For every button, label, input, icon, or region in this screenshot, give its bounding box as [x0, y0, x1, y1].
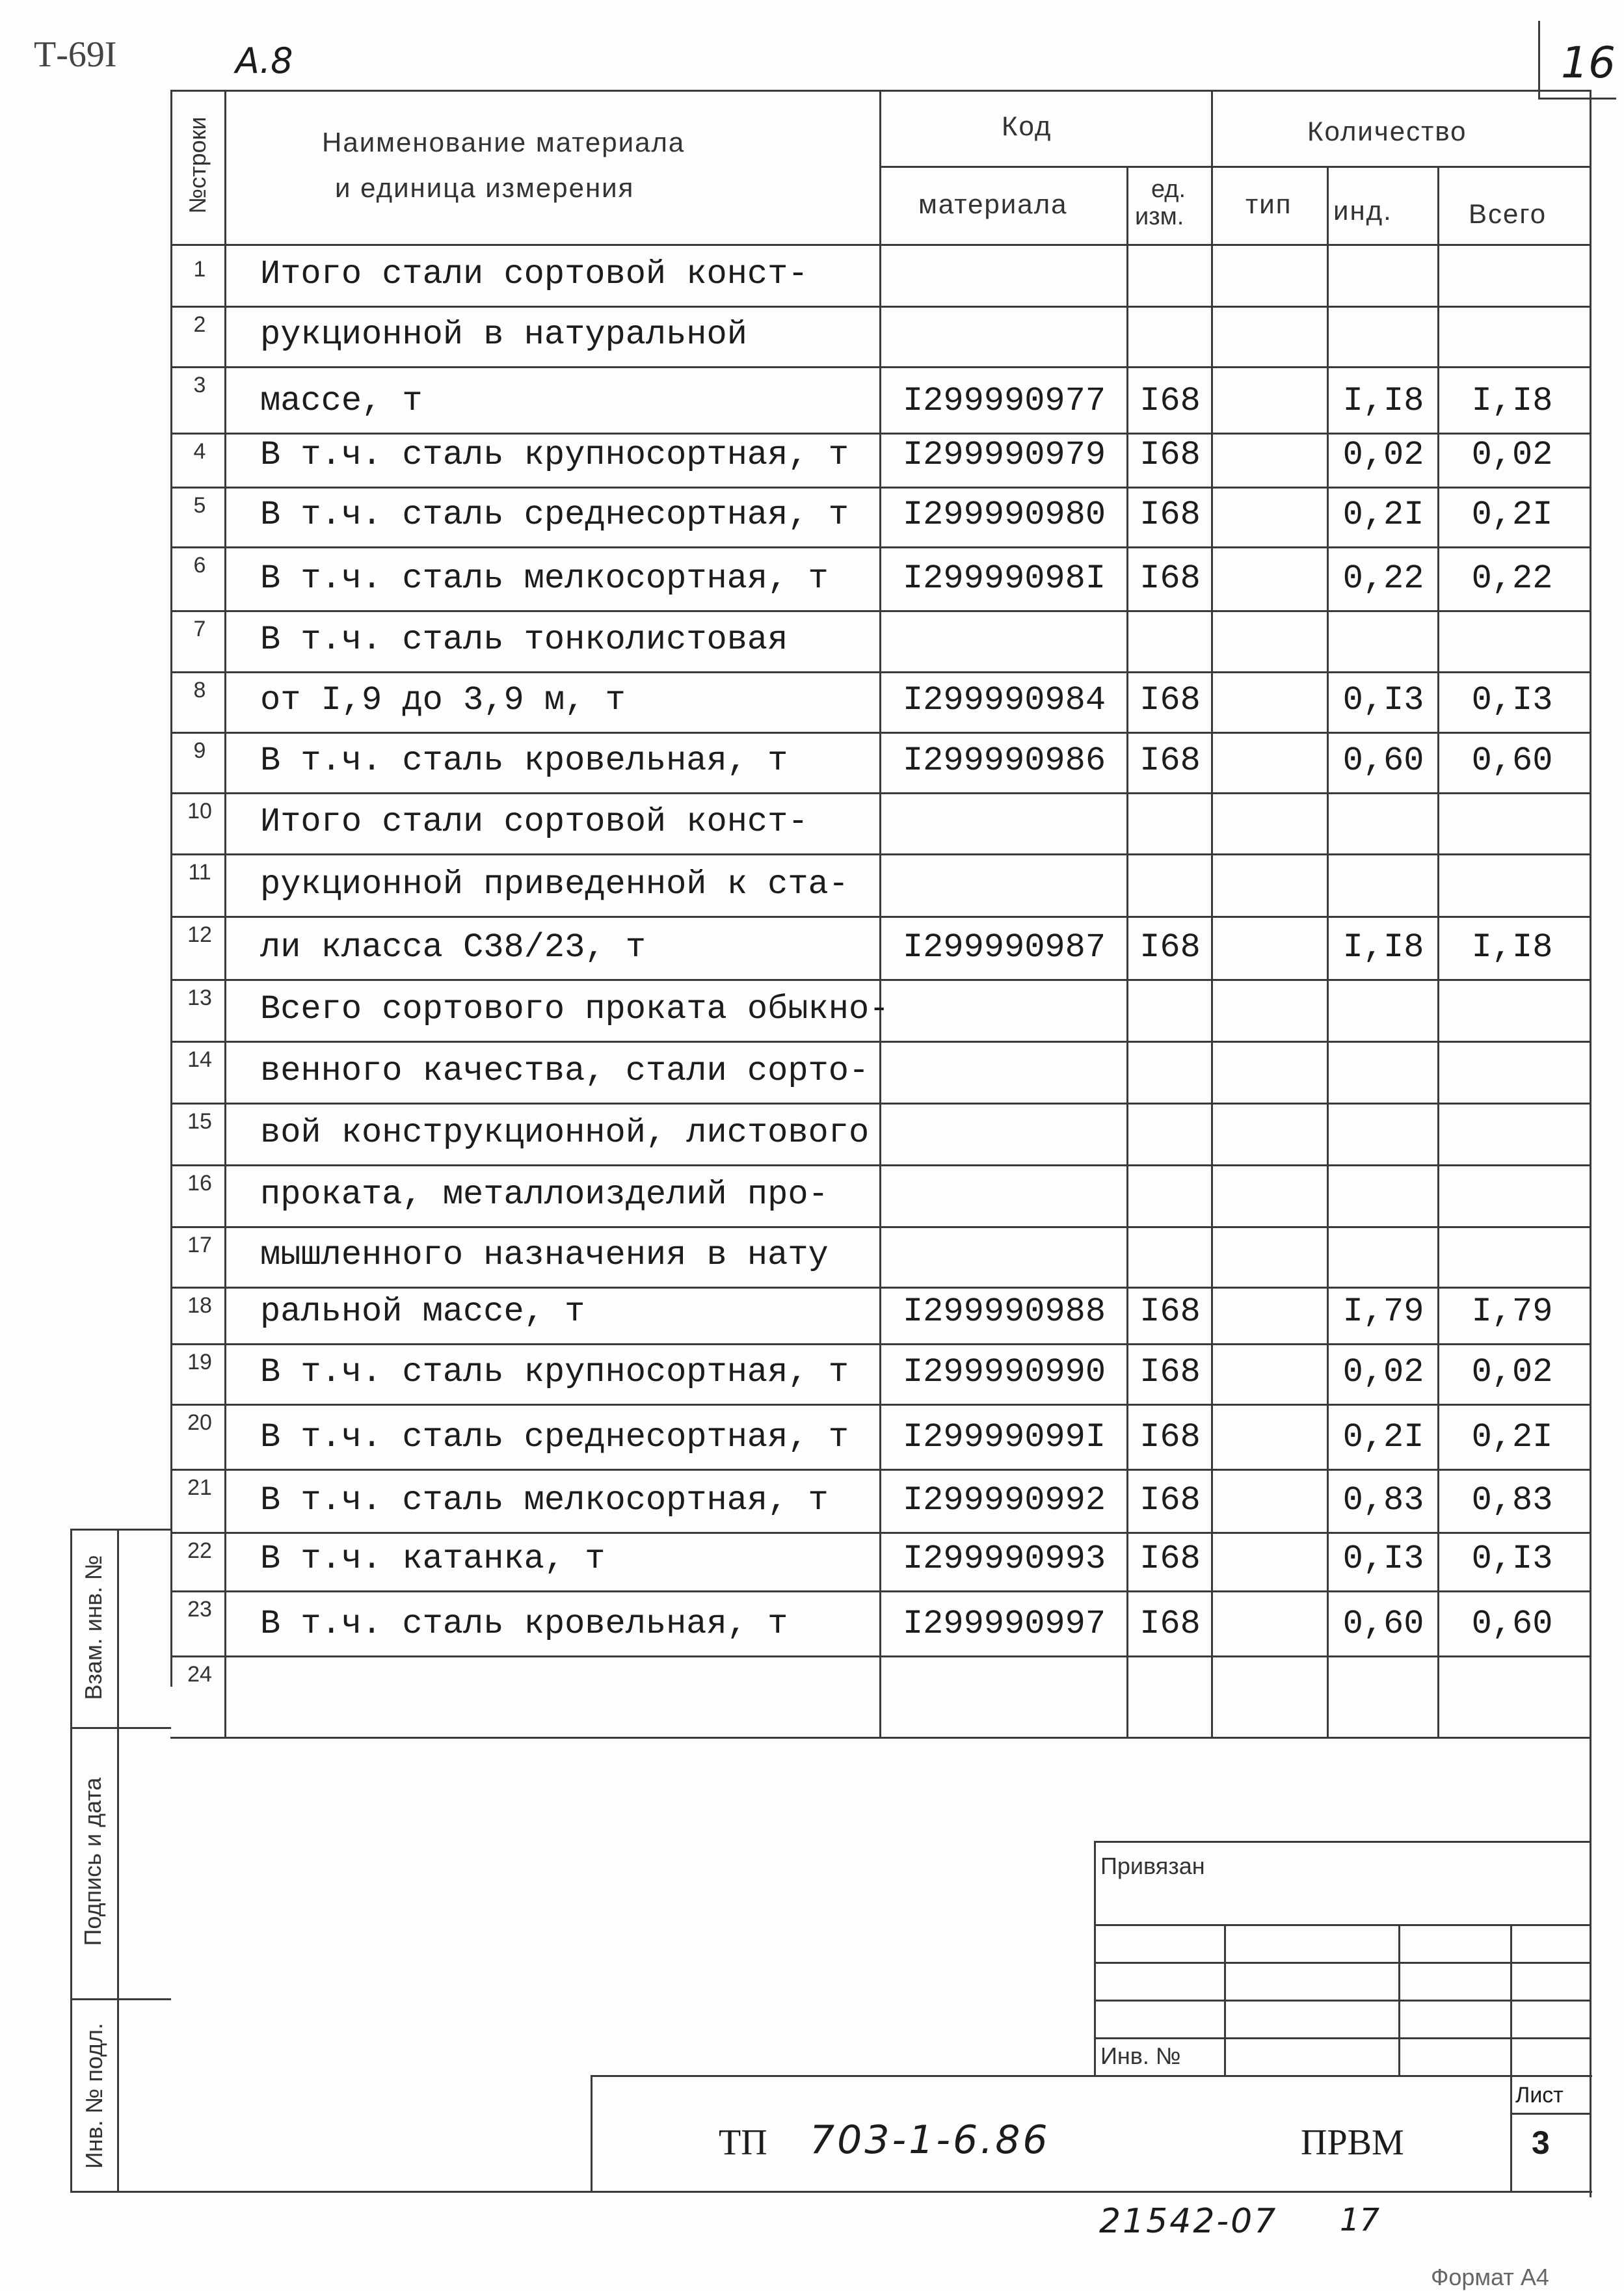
row-unit: I68 — [1139, 1605, 1201, 1643]
header-bottom — [170, 244, 1591, 246]
row-name: Итого стали сортовой конст- — [260, 255, 808, 293]
row-name: ли класса С38/23, т — [260, 928, 646, 967]
row-number: 20 — [187, 1410, 212, 1435]
row-name: В т.ч. сталь среднесортная, т — [260, 1418, 849, 1456]
row-number: 9 — [193, 738, 206, 763]
row-code: I299990986 — [902, 742, 1106, 780]
row-number: 7 — [193, 617, 206, 641]
header-material: материала — [918, 189, 1068, 219]
row-number: 17 — [187, 1233, 212, 1257]
header-subdivider — [879, 166, 1591, 168]
row-separator — [170, 1404, 1591, 1406]
row-ind: I,79 — [1342, 1293, 1424, 1331]
row-name: от I,9 до 3,9 м, т — [260, 681, 626, 719]
row-ind: 0,60 — [1342, 1605, 1424, 1643]
row-code: I29999099I — [902, 1418, 1106, 1456]
footer-doc-number: 21542-07 — [1099, 2202, 1278, 2241]
side-stamp-border-left — [70, 1529, 72, 2192]
header-type: тип — [1245, 189, 1292, 219]
header-name-line1: Наименование материала — [322, 127, 686, 157]
side-stamp-top — [70, 1529, 171, 1531]
row-name: В т.ч. сталь крупносортная, т — [260, 1353, 849, 1391]
row-unit: I68 — [1139, 1418, 1201, 1456]
row-number: 24 — [187, 1662, 212, 1687]
header-ind: инд. — [1333, 195, 1392, 226]
row-separator — [170, 366, 1591, 368]
row-total: 0,60 — [1471, 742, 1553, 780]
row-separator — [170, 979, 1591, 981]
row-ind: I,I8 — [1342, 382, 1424, 420]
side-stamp-vzam: Взам. инв. № — [80, 1555, 107, 1700]
header-name-line2: и единица измерения — [335, 172, 635, 203]
sheet-number: 3 — [1532, 2124, 1550, 2161]
row-total: 0,I3 — [1471, 681, 1553, 719]
row-name: рукционной в натуральной — [260, 315, 747, 354]
row-separator — [170, 433, 1591, 435]
row-unit: I68 — [1139, 928, 1201, 967]
row-code: I299990997 — [902, 1605, 1106, 1643]
sheet-reference: А.8 — [235, 40, 293, 81]
row-unit: I68 — [1139, 1481, 1201, 1520]
row-number: 10 — [187, 799, 212, 824]
row-separator — [170, 546, 1591, 548]
header-row-number: №строки — [184, 116, 211, 214]
row-code: I299990984 — [902, 681, 1106, 719]
row-name: В т.ч. сталь кровельная, т — [260, 742, 788, 780]
row-total: 0,83 — [1471, 1481, 1553, 1520]
row-ind: 0,60 — [1342, 742, 1424, 780]
row-unit: I68 — [1139, 496, 1201, 534]
row-ind: 0,22 — [1342, 559, 1424, 598]
row-number: 21 — [187, 1475, 212, 1500]
table-border-top — [170, 90, 1591, 92]
row-name: В т.ч. сталь мелкосортная, т — [260, 559, 829, 598]
row-total: 0,60 — [1471, 1605, 1553, 1643]
row-name: проката, металлоизделий про- — [260, 1175, 829, 1214]
row-name: вой конструкционной, листового — [260, 1114, 870, 1152]
row-total: 0,22 — [1471, 559, 1553, 598]
row-separator — [170, 1655, 1591, 1657]
row-number: 1 — [193, 257, 206, 282]
row-number: 3 — [193, 373, 206, 397]
binding-stamp-line-2 — [1094, 1962, 1590, 1964]
table-border-right — [1590, 90, 1591, 2197]
row-number: 13 — [187, 985, 212, 1010]
row-total: 0,I3 — [1471, 1540, 1553, 1578]
row-code: I29999098I — [902, 559, 1106, 598]
row-number: 16 — [187, 1171, 212, 1196]
row-separator — [170, 1103, 1591, 1105]
row-ind: I,I8 — [1342, 928, 1424, 967]
row-total: 0,02 — [1471, 436, 1553, 474]
row-unit: I68 — [1139, 1293, 1201, 1331]
header-total: Всего — [1469, 198, 1547, 229]
row-name: В т.ч. сталь тонколистовая — [260, 621, 788, 659]
row-unit: I68 — [1139, 1540, 1201, 1578]
row-separator — [170, 487, 1591, 489]
row-unit: I68 — [1139, 742, 1201, 780]
row-separator — [170, 1532, 1591, 1534]
side-stamp-podpis: Подпись и дата — [79, 1777, 106, 1946]
row-separator — [170, 1343, 1591, 1345]
row-code: I299990977 — [902, 382, 1106, 420]
row-code: I299990992 — [902, 1481, 1106, 1520]
row-total: 0,2I — [1471, 1418, 1553, 1456]
row-unit: I68 — [1139, 559, 1201, 598]
row-code: I299990987 — [902, 928, 1106, 967]
row-ind: 0,I3 — [1342, 1540, 1424, 1578]
row-separator — [170, 671, 1591, 673]
row-ind: 0,2I — [1342, 496, 1424, 534]
row-name: рукционной приведенной к ста- — [260, 865, 849, 904]
row-separator — [170, 916, 1591, 918]
row-number: 8 — [193, 678, 206, 703]
row-total: 0,02 — [1471, 1353, 1553, 1391]
doc-code: ПРВМ — [1301, 2123, 1404, 2163]
row-total: I,I8 — [1471, 928, 1553, 967]
title-block-sheet-line — [1510, 2113, 1591, 2115]
row-code: I299990990 — [902, 1353, 1106, 1391]
row-unit: I68 — [1139, 1353, 1201, 1391]
row-separator — [170, 1737, 1591, 1739]
binding-stamp-line-4 — [1094, 2037, 1590, 2039]
row-separator — [170, 1164, 1591, 1166]
corner-notch-bottom — [1538, 98, 1616, 100]
row-separator — [170, 1041, 1591, 1043]
row-number: 5 — [193, 493, 206, 518]
row-separator — [170, 732, 1591, 734]
side-stamp-bottom — [70, 2191, 1592, 2193]
header-quantity: Количество — [1307, 116, 1467, 146]
corner-notch — [1538, 21, 1540, 99]
row-separator — [170, 1226, 1591, 1228]
footer-format: Формат А4 — [1431, 2264, 1549, 2290]
binding-stamp-label: Привязан — [1100, 1853, 1205, 1879]
row-number: 23 — [187, 1597, 212, 1622]
row-unit: I68 — [1139, 681, 1201, 719]
row-number: 22 — [187, 1538, 212, 1563]
page-number: 16 — [1561, 38, 1616, 88]
row-separator — [170, 792, 1591, 794]
row-ind: 0,02 — [1342, 1353, 1424, 1391]
row-name: В т.ч. сталь мелкосортная, т — [260, 1481, 829, 1520]
binding-stamp-left — [1094, 1841, 1096, 2075]
row-ind: 0,02 — [1342, 436, 1424, 474]
header-code: Код — [1002, 111, 1052, 141]
side-stamp-divider — [117, 1529, 119, 2192]
row-name: венного качества, стали сорто- — [260, 1052, 870, 1090]
title-block-top — [591, 2075, 1592, 2077]
row-code: I299990980 — [902, 496, 1106, 534]
header-unit-line1: ед. — [1151, 176, 1186, 203]
title-block-sheet-divider — [1510, 2075, 1512, 2192]
row-number: 11 — [188, 860, 211, 885]
row-separator — [170, 1590, 1591, 1592]
row-separator — [170, 853, 1591, 855]
sheet-label: Лист — [1515, 2083, 1564, 2108]
row-number: 6 — [193, 553, 206, 578]
series-label: Т-69I — [34, 34, 117, 75]
row-number: 15 — [187, 1109, 212, 1134]
side-stamp-inv-podl: Инв. № подл. — [81, 2022, 107, 2169]
row-name: ральной массе, т — [260, 1293, 585, 1331]
binding-stamp-line-1 — [1094, 1924, 1590, 1926]
binding-stamp-top — [1094, 1841, 1590, 1843]
header-unit-line2: изм. — [1135, 203, 1184, 230]
row-total: 0,2I — [1471, 496, 1553, 534]
title-block-left — [591, 2075, 592, 2192]
row-number: 2 — [193, 312, 206, 337]
row-separator — [170, 306, 1591, 308]
row-total: I,I8 — [1471, 382, 1553, 420]
row-ind: 0,2I — [1342, 1418, 1424, 1456]
row-name: Итого стали сортовой конст- — [260, 803, 808, 841]
row-number: 14 — [187, 1047, 212, 1072]
row-name: В т.ч. сталь среднесортная, т — [260, 496, 849, 534]
footer-page: 17 — [1340, 2202, 1380, 2238]
row-separator — [170, 1469, 1591, 1471]
row-separator — [170, 610, 1591, 612]
row-number: 4 — [193, 439, 206, 464]
row-code: I299990988 — [902, 1293, 1106, 1331]
row-name: В т.ч. сталь кровельная, т — [260, 1605, 788, 1643]
row-code: I299990979 — [902, 436, 1106, 474]
doc-number: 703-1-6.86 — [810, 2117, 1050, 2163]
row-name: Всего сортового проката обыкно- — [260, 990, 890, 1028]
row-ind: 0,I3 — [1342, 681, 1424, 719]
row-name: массе, т — [260, 382, 423, 420]
doc-prefix: ТП — [719, 2123, 767, 2163]
row-total: I,79 — [1471, 1293, 1553, 1331]
row-number: 19 — [187, 1350, 212, 1374]
row-name: В т.ч. катанка, т — [260, 1540, 606, 1578]
row-number: 12 — [187, 922, 212, 947]
row-name: В т.ч. сталь крупносортная, т — [260, 436, 849, 474]
row-number: 18 — [187, 1293, 212, 1318]
row-name: мышленного назначения в нату — [260, 1236, 829, 1274]
row-unit: I68 — [1139, 382, 1201, 420]
side-stamp-line-1 — [70, 1727, 171, 1729]
binding-stamp-inv-label: Инв. № — [1100, 2043, 1181, 2069]
row-code: I299990993 — [902, 1540, 1106, 1578]
row-ind: 0,83 — [1342, 1481, 1424, 1520]
binding-stamp-line-3 — [1094, 2000, 1590, 2002]
row-separator — [170, 1287, 1591, 1289]
row-unit: I68 — [1139, 436, 1201, 474]
